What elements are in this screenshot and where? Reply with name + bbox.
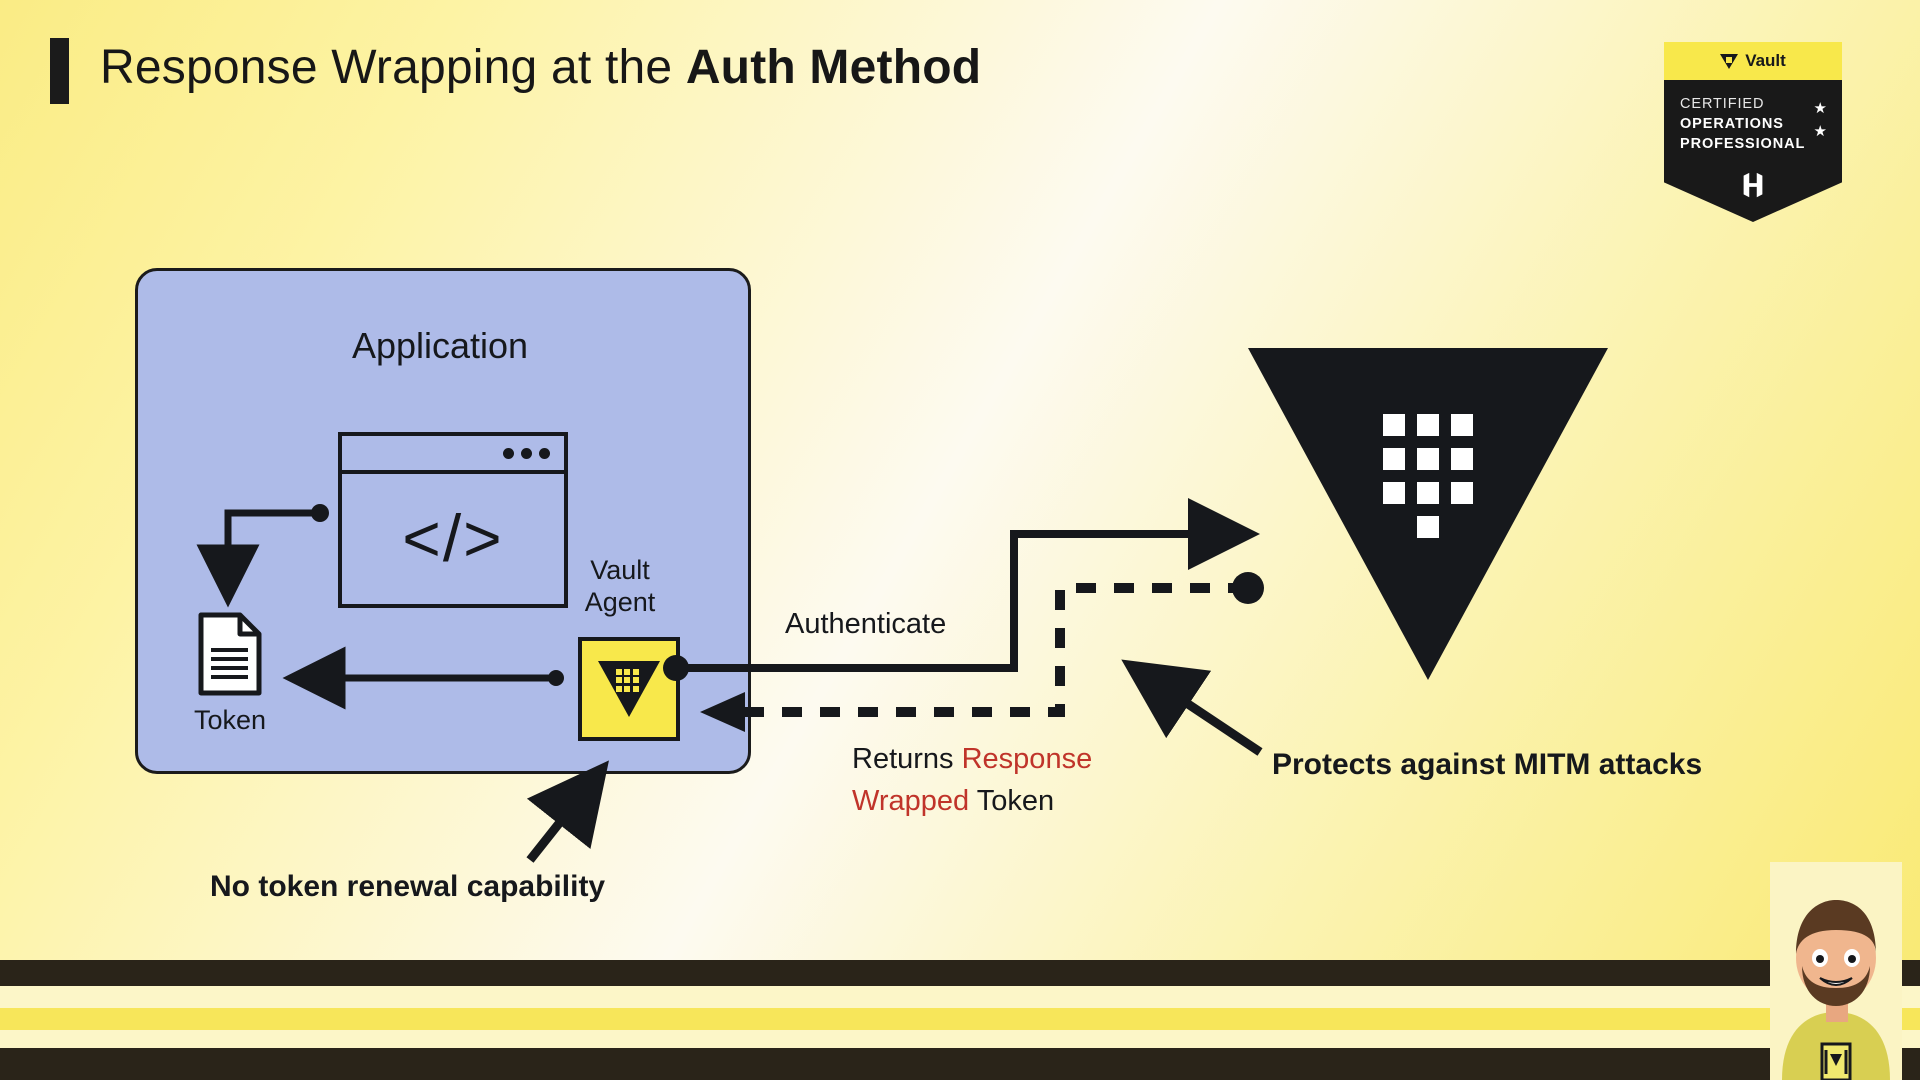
- title-accent-bar: [50, 38, 69, 104]
- badge-stars: ★ ★: [1813, 100, 1827, 140]
- mitm-protection-label: Protects against MITM attacks: [1272, 748, 1703, 781]
- returns-highlight: Response Wrapped: [852, 743, 1093, 818]
- footer-stripes: [0, 960, 1920, 1080]
- footer-stripe-light-bottom: [0, 1030, 1920, 1048]
- no-token-renewal-label: No token renewal capability: [210, 870, 606, 903]
- vault-server-icon: [1248, 348, 1608, 680]
- vault-agent-icon: [578, 637, 680, 741]
- hashicorp-logo-icon: [1738, 170, 1768, 200]
- application-label: Application: [351, 325, 529, 366]
- presenter-avatar: [1770, 862, 1902, 1080]
- authenticate-label: Authenticate: [785, 608, 947, 640]
- page-title-plain: Response Wrapping at the: [100, 41, 686, 94]
- code-brackets-icon: </>: [402, 501, 504, 575]
- footer-stripe-dark-top: [0, 960, 1920, 986]
- vault-dots-icon: [616, 669, 642, 692]
- token-label: Token: [193, 705, 267, 735]
- badge-brand-strip: [1664, 42, 1842, 80]
- footer-stripe-dark-bottom: [0, 1048, 1920, 1080]
- window-dots-icon: [503, 448, 550, 459]
- returns-suffix: Token: [969, 785, 1055, 818]
- page-title-bold: Auth Method: [685, 41, 982, 94]
- token-document-icon: [198, 612, 262, 696]
- page-title: [100, 40, 981, 95]
- badge-text-block: [1680, 94, 1805, 154]
- badge-line-professional: PROFESSIONAL: [1680, 136, 1806, 152]
- arrow-returns-wrapped-token: [735, 588, 1248, 712]
- footer-stripe-light-top: [0, 986, 1920, 1008]
- returns-wrapped-token-label: [852, 738, 1152, 822]
- arrow-authenticate: [672, 534, 1240, 668]
- arrow-no-renewal-callout: [530, 778, 595, 860]
- vault-server-dots-icon: [1383, 414, 1473, 538]
- vault-logo-icon: [1720, 54, 1738, 69]
- certification-badge: [1664, 42, 1842, 222]
- code-window: [338, 432, 568, 608]
- footer-stripe-yellow: [0, 1008, 1920, 1030]
- badge-line-operations: OPERATIONS: [1680, 116, 1784, 132]
- badge-line-certified: CERTIFIED: [1680, 96, 1765, 112]
- badge-brand-label: Vault: [1745, 51, 1786, 70]
- vault-agent-label: Vault Agent: [584, 555, 656, 617]
- code-window-titlebar: [342, 436, 564, 474]
- arrow-mitm-callout: [1140, 672, 1260, 752]
- returns-prefix: Returns: [852, 743, 962, 775]
